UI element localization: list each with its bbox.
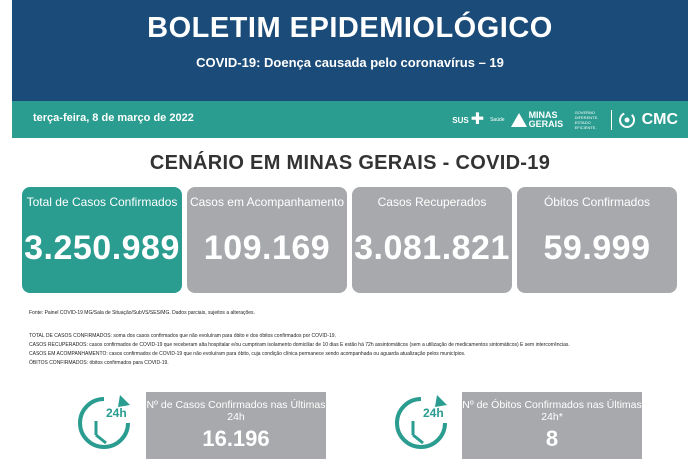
box-label: Nº de Óbitos Confirmados nas Últimas 24h* [462,399,642,423]
box-value: 16.196 [202,426,270,451]
cmc-label: CMC [641,111,678,128]
card-total-confirmed [22,187,182,293]
box-label: Nº de Casos Confirmados nas Últimas 24h [146,399,326,423]
header-banner [12,0,688,101]
minas-gerais-triangle-icon [511,113,527,127]
logos [452,107,678,133]
sus-label: SUS [452,115,469,125]
card-value: 109.169 [203,229,331,267]
card-value: 3.081.821 [354,229,510,267]
section-title: CENÁRIO EM MINAS GERAIS - COVID-19 [149,152,551,174]
data-source-note: Fonte: Painel COVID-19 MG/Sala de Situação/SubVS/SES/MG. Dados parciais, sujeitos a alterações. [29,310,255,316]
card-in-follow-up [187,187,347,293]
card-label: Óbitos Confirmados [543,195,651,209]
card-value: 3.250.989 [24,229,180,267]
date-bar [12,101,688,138]
minas-gerais-logo [511,110,605,130]
card-value: 59.999 [543,229,651,267]
clock-24h-icon [76,393,132,453]
definition-deaths: ÓBITOS CONFIRMADOS: óbitos confirmados para COVID-19. [29,360,169,366]
minas-gerais-label: MINAS GERAIS [528,110,564,129]
box-value: 8 [545,426,559,451]
clock-24h-icon [393,393,449,453]
card-recovered [352,187,512,293]
card-deaths [517,187,677,293]
cases-last-24h-box [146,392,326,459]
svg-text:24h: 24h [106,406,127,420]
definitions [29,333,570,369]
card-label: Total de Casos Confirmados [26,195,178,209]
sus-cross-icon: ✚ [470,111,485,128]
page-title: BOLETIM EPIDEMIOLÓGICO [147,12,553,44]
card-label: Casos em Acompanhamento [189,195,345,209]
cmc-logo-icon [618,111,636,129]
sus-logo [452,112,484,128]
bulletin-date: terça-feira, 8 de março de 2022 [33,112,194,124]
saude-label: Saúde [490,117,505,123]
card-label: Casos Recuperados [377,195,487,209]
minas-gerais-slogan: GOVERNO DIFERENTE. ESTADO EFICIENTE. [574,110,599,130]
logo-divider [611,110,612,130]
definition-recovered: CASOS RECUPERADOS: casos confirmados de COVID-19 que receberam alta hospitalar e/ou cumpriram isolamento domiciliar de 10 dias E estão há 72h assintomáticos (sem a utilização de medicamentos sintomáticos) E sem intercorrências. [29,342,570,348]
definition-total: TOTAL DE CASOS CONFIRMADOS: soma dos casos confirmados que não evoluíram para óbito e dos óbitos confirmados por COVID-19. [29,333,336,339]
svg-text:24h: 24h [423,406,444,420]
deaths-last-24h-box [462,392,642,459]
page-subtitle: COVID-19: Doença causada pelo coronavírus – 19 [196,55,504,70]
definition-follow-up: CASOS EM ACOMPANHAMENTO: casos confirmados de COVID-19 que não evoluíram para óbito, cuja condição clínica permanece sendo acompanhada ou aguarda atualização pelos municípios. [29,351,466,357]
